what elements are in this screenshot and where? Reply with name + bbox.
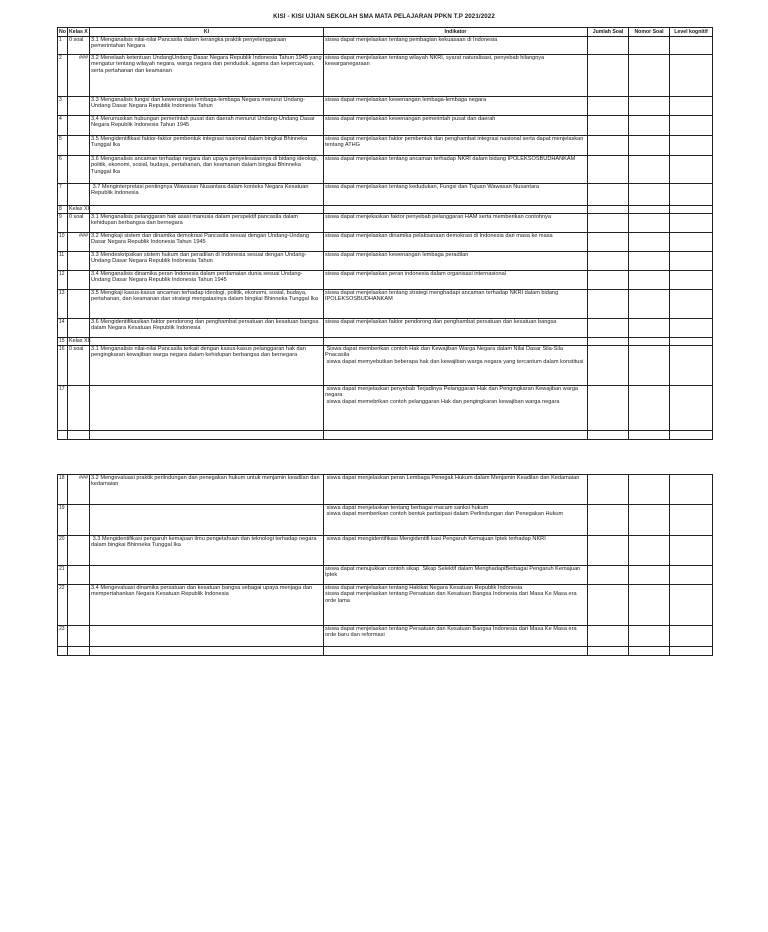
row-nomor-soal-cell — [629, 37, 670, 55]
row-nomor-soal-cell — [629, 55, 670, 97]
table-row — [58, 290, 713, 319]
row-level-kognitif-cell — [670, 290, 713, 319]
row-kelas-cell: 0 soal — [68, 214, 90, 233]
header-nomor-soal: Nomor Soal — [629, 28, 670, 37]
row-indikator-cell: siswa dapat menjelaskan kewenangan pemerintah pusat dan daerah — [324, 116, 588, 136]
row-nomor-soal-cell — [629, 184, 670, 206]
row-no-cell: 9 — [58, 214, 68, 233]
page-title: KISI - KISI UJIAN SEKOLAH SMA MATA PELAJARAN PPKN T.P 2021/2022 — [273, 13, 495, 20]
row-kelas-cell — [68, 252, 90, 271]
row-nomor-soal-cell — [629, 156, 670, 184]
row-ki-cell: 3.4 Menganalisis dinamika peran Indonesia dalam perdamaian dunia sesuai Undang-Undang Dasar Negara Republik Indonesia Tahun 1945 — [90, 271, 324, 290]
row-no-cell: 14 — [58, 319, 68, 338]
row-no-cell: 17 — [58, 386, 68, 431]
table-body-2 — [58, 475, 713, 656]
table-row — [58, 184, 713, 206]
row-level-kognitif-cell — [670, 116, 713, 136]
row-jumlah-soal-cell — [588, 431, 629, 440]
row-indikator-cell: siswa dapat menjelaskan tentang berbagai macam sanksi hukum siswa dapat memberikan contoh bentuk partisipasi dalam Perlindungan dan Penegakan Hukum — [324, 505, 588, 536]
row-kelas-cell: ### — [68, 55, 90, 97]
row-kelas-cell: 0 soal — [68, 37, 90, 55]
row-ki-cell — [90, 505, 324, 536]
row-ki-cell — [90, 206, 324, 214]
row-indikator-cell: siswa dapat menjelaskan tentang kedudukan, Fungsi dan Tujuan Wawasan Nusantara — [324, 184, 588, 206]
row-no-cell: 19 — [58, 505, 68, 536]
row-indikator-cell: siswa dapat menjelaskan faktor pendorong dan penghambat persatuan dan kesatuan bangsa — [324, 319, 588, 338]
row-nomor-soal-cell — [629, 136, 670, 156]
row-jumlah-soal-cell — [588, 184, 629, 206]
row-nomor-soal-cell — [629, 566, 670, 585]
row-no-cell: 15 — [58, 338, 68, 346]
row-level-kognitif-cell — [670, 475, 713, 505]
row-level-kognitif-cell — [670, 585, 713, 626]
row-indikator-cell: siswa dapat menjelaskan dinamika pelaksanaan demokrasi di Indonesia dari masa ke masa — [324, 233, 588, 252]
row-no-cell: 1 — [58, 37, 68, 55]
row-jumlah-soal-cell — [588, 271, 629, 290]
row-ki-cell — [90, 626, 324, 647]
row-nomor-soal-cell — [629, 536, 670, 566]
table-row — [58, 431, 713, 440]
row-kelas-cell — [68, 386, 90, 431]
row-jumlah-soal-cell — [588, 386, 629, 431]
row-jumlah-soal-cell — [588, 475, 629, 505]
row-no-cell: 10 — [58, 233, 68, 252]
row-kelas-cell — [68, 505, 90, 536]
table-row — [58, 475, 713, 505]
row-jumlah-soal-cell — [588, 136, 629, 156]
row-kelas-cell — [68, 647, 90, 656]
row-no-cell: 2 — [58, 55, 68, 97]
row-indikator-cell: Siswa dapat memberikan contoh Hak dan Kewajiban Warga Negara dalam Nilai Dasar Sila-Sila Pnacasila siswa dapat memyebutkan beberapa hak dan kewajiban warga negara yang tercantum dalam konstitusi — [324, 346, 588, 386]
row-kelas-cell — [68, 626, 90, 647]
row-kelas-cell — [68, 156, 90, 184]
row-kelas-cell — [68, 184, 90, 206]
row-ki-cell: 3.3 Mengidentifikasi pengaruh kemajuan ilmu pengetahuan dan teknologi terhadap negara dalam bingkai Bhinneka Tunggal Ika — [90, 536, 324, 566]
row-kelas-cell — [68, 536, 90, 566]
row-no-cell: 13 — [58, 290, 68, 319]
header-no: No — [59, 28, 66, 35]
table-body-1 — [58, 37, 713, 440]
row-no-cell — [58, 647, 68, 656]
row-jumlah-soal-cell — [588, 505, 629, 536]
row-jumlah-soal-cell — [588, 647, 629, 656]
row-nomor-soal-cell — [629, 233, 670, 252]
row-indikator-cell: siswa dapat mengidentifikasi Mengidentifi kasi Pengaruh Kemajuan Iptek terhadap NKRI — [324, 536, 588, 566]
row-jumlah-soal-cell — [588, 97, 629, 116]
row-nomor-soal-cell — [629, 214, 670, 233]
kisi-table-part-1 — [57, 27, 713, 440]
row-nomor-soal-cell — [629, 97, 670, 116]
table-row — [58, 505, 713, 536]
table-row — [58, 647, 713, 656]
row-kelas-cell — [68, 116, 90, 136]
row-kelas-cell — [68, 566, 90, 585]
header-level-kognitif: Level kognitif — [670, 28, 713, 37]
row-kelas-cell — [68, 585, 90, 626]
row-nomor-soal-cell — [629, 252, 670, 271]
row-ki-cell — [90, 566, 324, 585]
table-row — [58, 585, 713, 626]
row-ki-cell: 3.5 Mengidentifikasi faktor-faktor pembentuk integrasi nasional dalam bingkai Bhinneka Tunggal Ika — [90, 136, 324, 156]
row-indikator-cell: siswa dapat menjelaskan tentang strategi menghadapi ancaman terhadap NKRI dalam bidang IPOLEKSOSBUDHANKAM — [324, 290, 588, 319]
row-indikator-cell: siswa dapat menjelaskan tentang wilayah NKRI, syarat naturalisasi, penyebab hilangnya kewarganegaraan — [324, 55, 588, 97]
header-jumlah-soal: Jumlah Soal — [588, 28, 629, 37]
row-kelas-cell — [68, 319, 90, 338]
row-ki-cell: 3.2 Mengkaji sistem dan dinamika demokrasi Pancasila sesuai dengan Undang-Undang Dasar Negara Republik Indonesia Tahun 1945 — [90, 233, 324, 252]
row-nomor-soal-cell — [629, 271, 670, 290]
row-level-kognitif-cell — [670, 206, 713, 214]
row-ki-cell: 3.2 Mengevaluasi praktik perlindungan dan penegakan hukum untuk menjamin keadilan dan kedamaian — [90, 475, 324, 505]
row-jumlah-soal-cell — [588, 116, 629, 136]
row-nomor-soal-cell — [629, 338, 670, 346]
row-ki-cell: 3.3 Mendeskripsikan sistem hukum dan peradilan di Indonesia sesuai dengan Undang-Undang Dasar Negara Republik Indonesia Tahun — [90, 252, 324, 271]
table-row — [58, 566, 713, 585]
row-no-cell: 23 — [58, 626, 68, 647]
row-indikator-cell: siswa dapat menjelaskan tentang pembagian kekuasaan di Indonesia — [324, 37, 588, 55]
header-ki: KI — [90, 28, 324, 37]
row-ki-cell: 3.4 Merumuskan hubungan pemerintah pusat dan daerah menurut Undang-Undang Dasar Negara Republik Indonesia Tahun 1945 — [90, 116, 324, 136]
table-row — [58, 386, 713, 431]
row-ki-cell: 3.6 Mengidentifikasikan faktor pendorong dan penghambat persatuan dan kesatuan bangsa dalam Negara Kesatuan Republik Indonesia — [90, 319, 324, 338]
row-no-cell: 5 — [58, 136, 68, 156]
row-nomor-soal-cell — [629, 475, 670, 505]
row-kelas-cell: Kelas XI — [69, 206, 90, 212]
row-ki-cell — [90, 647, 324, 656]
kisi-table-part-2 — [57, 474, 713, 656]
row-no-cell: 12 — [58, 271, 68, 290]
row-level-kognitif-cell — [670, 338, 713, 346]
header-row — [58, 28, 713, 37]
row-indikator-cell: siswa dapat menjelaskan penyebab Terjadinya Pelanggaran Hak dan Pengingkaran Kewajiban warga negara siswa dapat memebrikan contoh pelanggaran Hak dan pengingkaran kewajiban warga negara — [324, 386, 588, 431]
row-no-cell: 21 — [58, 566, 68, 585]
row-indikator-cell: siswa dapat menjelaskan kewenangan lembaga-lembaga negara — [324, 97, 588, 116]
row-jumlah-soal-cell — [588, 338, 629, 346]
row-ki-cell: 3.1 Menganalisis nilai-nilai Pancasila dalam kerangka praktik penyelenggaraan pemerintahan Negara — [90, 37, 324, 55]
row-no-cell: 22 — [58, 585, 68, 626]
table-row — [58, 338, 713, 346]
table-row — [58, 156, 713, 184]
row-kelas-cell: ### — [68, 233, 90, 252]
row-jumlah-soal-cell — [588, 214, 629, 233]
table-row — [58, 55, 713, 97]
row-kelas-cell: Kelas XII — [69, 338, 91, 344]
row-level-kognitif-cell — [670, 431, 713, 440]
row-jumlah-soal-cell — [588, 566, 629, 585]
row-jumlah-soal-cell — [588, 626, 629, 647]
row-jumlah-soal-cell — [588, 585, 629, 626]
row-level-kognitif-cell — [670, 156, 713, 184]
row-nomor-soal-cell — [629, 116, 670, 136]
row-level-kognitif-cell — [670, 271, 713, 290]
table-row — [58, 271, 713, 290]
table-row — [58, 233, 713, 252]
table-row — [58, 626, 713, 647]
row-level-kognitif-cell — [670, 386, 713, 431]
row-nomor-soal-cell — [629, 626, 670, 647]
row-no-cell — [58, 431, 68, 440]
row-no-cell: 11 — [58, 252, 68, 271]
row-level-kognitif-cell — [670, 233, 713, 252]
row-ki-cell: 3.4 Mengevaluasi dinamika persatuan dan kesatuan bangsa sebagai upaya menjaga dan mempertahankan Negara Kesatuan Republik Indonesia — [90, 585, 324, 626]
row-ki-cell: 3.3 Menganalisis fungsi dan kewenangan lembaga-lembaga Negara menurut Undang-Undang Dasar Negara Republik Indonesia Tahun — [90, 97, 324, 116]
table-row — [58, 136, 713, 156]
row-ki-cell: 3.1 Menganalisis pelanggaran hak asasi manusia dalam perspektif pancasila dalam kehidupan berbangsa dan bernegara — [90, 214, 324, 233]
table-row — [58, 252, 713, 271]
row-indikator-cell: siswa dapat menjelaskan peran indonesia dalam organisasi internasional — [324, 271, 588, 290]
row-nomor-soal-cell — [629, 206, 670, 214]
row-kelas-cell: ### — [68, 475, 90, 505]
row-no-cell: 20 — [58, 536, 68, 566]
row-level-kognitif-cell — [670, 252, 713, 271]
row-no-cell: 18 — [58, 475, 68, 505]
row-jumlah-soal-cell — [588, 55, 629, 97]
row-level-kognitif-cell — [670, 319, 713, 338]
row-jumlah-soal-cell — [588, 319, 629, 338]
row-no-cell: 7 — [58, 184, 68, 206]
row-indikator-cell: siswa dapat menjelaskan tentang Persatuan dan Kesatuan Bangsa Indonesia dari Masa Ke Masa era orde baru dan reformasi — [324, 626, 588, 647]
row-jumlah-soal-cell — [588, 206, 629, 214]
table-row — [58, 97, 713, 116]
row-level-kognitif-cell — [670, 346, 713, 386]
row-jumlah-soal-cell — [588, 346, 629, 386]
row-indikator-cell — [324, 431, 588, 440]
row-jumlah-soal-cell — [588, 536, 629, 566]
row-ki-cell — [90, 386, 324, 431]
row-indikator-cell: siswa dapat menjelaskan kewenangan lembaga peradilan — [324, 252, 588, 271]
table-row — [58, 319, 713, 338]
row-indikator-cell: siswa dapat menjelaskan peran Lembaga Penegak Hukum dalam Menjamin Keadilan dan Kedamaian — [324, 475, 588, 505]
row-indikator-cell: siswa dapat menujukkan contoh sikap Sikap Selektif dalam MenghadapiBerbagai Pengaruh Kemajuan Iptek — [324, 566, 588, 585]
table-row — [58, 536, 713, 566]
table-row — [58, 116, 713, 136]
row-ki-cell: 3.6 Menganalisis ancaman terhadap negara dan upaya penyelesaiannya di bidang ideologi, politik, ekonomi, sosial, budaya, pertahanan, dan keamanan dalam bingkai Bhinneka Tunggal Ika — [90, 156, 324, 184]
row-jumlah-soal-cell — [588, 233, 629, 252]
row-level-kognitif-cell — [670, 214, 713, 233]
row-level-kognitif-cell — [670, 566, 713, 585]
row-level-kognitif-cell — [670, 97, 713, 116]
row-kelas-cell — [68, 97, 90, 116]
table-row — [58, 214, 713, 233]
row-level-kognitif-cell — [670, 505, 713, 536]
row-no-cell: 8 — [58, 206, 68, 214]
row-no-cell: 3 — [58, 97, 68, 116]
row-level-kognitif-cell — [670, 536, 713, 566]
row-indikator-cell: siswa dapat menjelaskan tentang ancaman terhadap NKRI dalam bidang IPOLEKSOSBUDHANKAM — [324, 156, 588, 184]
row-indikator-cell: siswa dapat menjelaskan faktor pembentuk dan penghambat integrasi nasional serta dapat menjelaskan tentang ATHG — [324, 136, 588, 156]
row-ki-cell: 3.2 Menelaah ketentuan UndangUndang Dasar Negara Republik Indonesia Tahun 1945 yang mengatur tentang wilayah negara, warga negara dan penduduk, agama dan kepercayaan, serta pertahanan dan keamanan — [90, 55, 324, 97]
row-no-cell: 4 — [58, 116, 68, 136]
row-ki-cell — [90, 338, 324, 346]
row-jumlah-soal-cell — [588, 290, 629, 319]
row-no-cell: 6 — [58, 156, 68, 184]
table-row — [58, 206, 713, 214]
row-kelas-cell: 0 soal — [68, 346, 90, 386]
row-nomor-soal-cell — [629, 505, 670, 536]
row-nomor-soal-cell — [629, 431, 670, 440]
row-ki-cell: 3.1 Menganalisis nilai-nilai Pancasila terkait dengan kasus-kasus pelanggaran hak dan pengingkaran kewajiban warga negara dalam kehidupan berbangsa dan bernegara — [90, 346, 324, 386]
row-level-kognitif-cell — [670, 37, 713, 55]
row-nomor-soal-cell — [629, 647, 670, 656]
row-ki-cell — [90, 431, 324, 440]
row-indikator-cell: siswa dapat menjekaskan faktor penyebab pelanggaran HAM serta memberikan contohnya — [324, 214, 588, 233]
row-level-kognitif-cell — [670, 136, 713, 156]
row-jumlah-soal-cell — [588, 252, 629, 271]
row-level-kognitif-cell — [670, 55, 713, 97]
row-jumlah-soal-cell — [588, 156, 629, 184]
row-indikator-cell — [324, 647, 588, 656]
row-ki-cell: 3.7 Menginterpretasi pentingnya Wawasan Nusantara dalam konteks Negara Kesatuan Republik Indonesia — [90, 184, 324, 206]
header-kelas: Kelas X — [69, 28, 88, 35]
row-kelas-cell — [68, 431, 90, 440]
row-jumlah-soal-cell — [588, 37, 629, 55]
row-level-kognitif-cell — [670, 647, 713, 656]
row-level-kognitif-cell — [670, 626, 713, 647]
row-indikator-cell — [324, 206, 588, 214]
table-row — [58, 37, 713, 55]
table-row — [58, 346, 713, 386]
row-kelas-cell — [68, 136, 90, 156]
row-nomor-soal-cell — [629, 319, 670, 338]
row-nomor-soal-cell — [629, 386, 670, 431]
row-kelas-cell — [68, 271, 90, 290]
row-indikator-cell — [324, 338, 588, 346]
row-ki-cell: 3.5 Mengkaji kasus-kasus ancaman terhadap ideologi, politik, ekonomi, sosial, budaya, pertahanan, dan keamanan dan strategi mengatasinya dalam bingkai Bhinneka Tunggal Ika — [90, 290, 324, 319]
row-nomor-soal-cell — [629, 585, 670, 626]
row-level-kognitif-cell — [670, 184, 713, 206]
row-nomor-soal-cell — [629, 346, 670, 386]
row-nomor-soal-cell — [629, 290, 670, 319]
row-no-cell: 16 — [58, 346, 68, 386]
header-indikator: Indikator — [324, 28, 588, 37]
row-kelas-cell — [68, 290, 90, 319]
row-indikator-cell: siswa dapat menjelaskan tentang Hakikat Negara Kesatuan Republik Indonesia siswa dapat menjelaskan tentang Persatuan dan Kesatuan Bangsa Indonesia dari Masa Ke Masa era orde lama — [324, 585, 588, 626]
